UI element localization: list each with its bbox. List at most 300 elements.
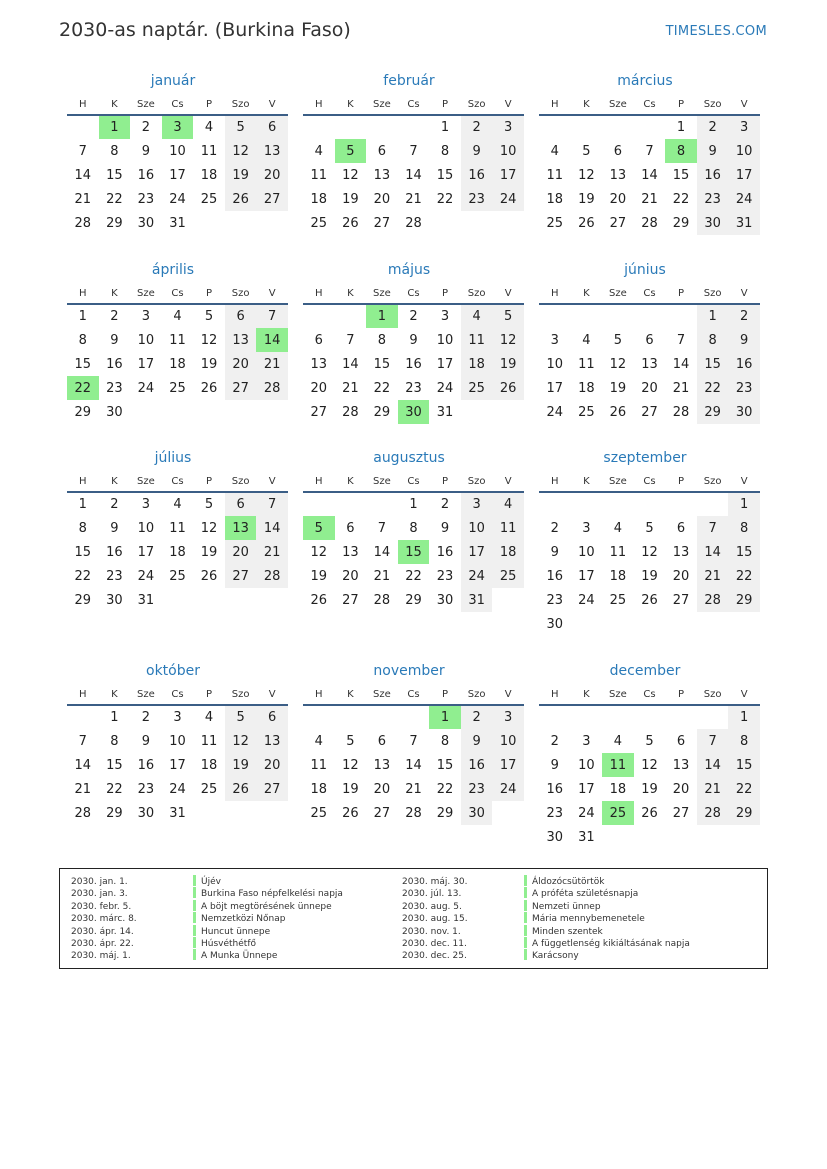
day-cell: 16 [106, 356, 123, 372]
weekday-header: Szo [697, 95, 729, 115]
weekday-header: K [335, 284, 367, 304]
weekday-header: Sze [130, 685, 162, 705]
empty-cell [366, 492, 398, 516]
day-cell: 14 [256, 516, 288, 540]
holiday-row [402, 875, 690, 887]
weekday-header: P [429, 685, 461, 705]
day-cell: 25 [169, 568, 186, 584]
day-cell: 24 [578, 805, 595, 821]
day-cell: 27 [256, 187, 288, 211]
month-grid [67, 472, 288, 612]
day-cell: 22 [436, 781, 454, 797]
month-name: augusztus [373, 450, 445, 466]
empty-cell [335, 304, 367, 328]
day-cell: 8 [440, 733, 450, 749]
holiday-name: A Munka Ünnepe [201, 951, 278, 962]
holiday-name: Nemzetközi Nőnap [201, 914, 286, 925]
month-2 [298, 73, 520, 235]
day-cell: 9 [141, 733, 151, 749]
weekday-header: V [728, 685, 760, 705]
holiday-marker [524, 900, 527, 911]
day-cell: 28 [697, 801, 729, 825]
weekday-header: V [492, 284, 524, 304]
day-cell: 8 [409, 520, 418, 536]
day-cell: 28 [74, 215, 92, 231]
day-cell: 12 [225, 729, 257, 753]
weekday-header: Szo [225, 95, 257, 115]
day-cell: 10 [492, 139, 524, 163]
day-cell: 27 [310, 404, 328, 420]
day-cell: 24 [137, 568, 155, 584]
day-cell: 24 [492, 187, 524, 211]
holiday-row [71, 887, 343, 899]
day-cell: 11 [492, 516, 524, 540]
day-cell: 27 [672, 592, 690, 608]
day-cell: 7 [409, 733, 418, 749]
weekday-header: Cs [634, 685, 666, 705]
day-cell: 22 [373, 380, 391, 396]
day-cell: 21 [405, 191, 422, 207]
day-cell: 1 [440, 120, 450, 135]
day-cell: 21 [405, 781, 422, 797]
weekday-header: K [99, 284, 131, 304]
empty-cell [728, 612, 760, 636]
day-cell: 15 [106, 167, 123, 183]
day-cell: 8 [78, 520, 87, 536]
day-cell: 21 [256, 352, 288, 376]
weekday-header: V [256, 284, 288, 304]
day-cell: 31 [461, 588, 493, 612]
holiday-name: A próféta születésnapja [532, 889, 639, 900]
day-cell: 29 [106, 805, 123, 821]
day-cell: 24 [461, 564, 493, 588]
day-cell: 19 [609, 380, 627, 396]
day-cell: 19 [225, 753, 257, 777]
day-cell: 10 [546, 356, 564, 372]
day-cell: 3 [728, 115, 760, 139]
empty-cell [634, 304, 666, 328]
day-cell: 8 [440, 143, 450, 159]
day-cell: 10 [169, 143, 186, 159]
day-cell: 4 [173, 497, 182, 512]
empty-cell [571, 705, 603, 729]
day-cell: 16 [461, 753, 493, 777]
holiday-marker [193, 912, 196, 923]
day-cell: 15 [74, 356, 92, 372]
empty-cell [665, 304, 697, 328]
day-cell: 10 [728, 139, 760, 163]
day-cell: 13 [672, 757, 690, 773]
weekday-header: P [665, 685, 697, 705]
weekday-header: H [539, 685, 571, 705]
weekday-header: Cs [162, 284, 194, 304]
day-cell: 14 [641, 167, 658, 183]
holiday-date: 2030. ápr. 22. [71, 938, 134, 949]
empty-cell [162, 588, 194, 612]
holiday-date: 2030. máj. 30. [402, 877, 468, 887]
day-cell: 27 [342, 592, 359, 608]
day-cell: 26 [225, 187, 257, 211]
day-cell: 27 [672, 805, 690, 821]
holiday-date: 2030. jan. 1. [71, 877, 128, 887]
day-cell: 25 [169, 380, 186, 396]
day-cell: 3 [173, 710, 182, 725]
day-cell: 18 [546, 191, 564, 207]
weekday-header: V [256, 95, 288, 115]
day-cell: 24 [436, 380, 454, 396]
holiday-row [71, 875, 343, 887]
day-cell: 14 [697, 540, 729, 564]
day-cell: 20 [256, 753, 288, 777]
holiday-name: A függetlenség kikiáltásának napja [532, 938, 690, 949]
day-cell: 18 [461, 352, 493, 376]
day-cell: 25 [310, 805, 328, 821]
day-cell: 28 [697, 588, 729, 612]
empty-cell [665, 705, 697, 729]
day-cell: 7 [697, 516, 729, 540]
weekday-header: P [193, 95, 225, 115]
day-cell: 19 [200, 544, 218, 560]
day-cell: 5 [346, 733, 355, 749]
empty-cell [162, 400, 194, 424]
day-cell: 26 [342, 805, 359, 821]
day-cell: 31 [728, 211, 760, 235]
empty-cell [225, 400, 257, 424]
holiday-name: Huncut ünnepe [201, 926, 271, 937]
empty-cell [602, 304, 634, 328]
day-cell: 7 [377, 520, 387, 536]
day-cell: 10 [137, 332, 155, 348]
empty-cell [398, 115, 430, 139]
day-cell: 3 [141, 309, 151, 324]
day-cell: 20 [225, 540, 257, 564]
day-cell: 26 [492, 376, 524, 400]
weekday-header: Szo [225, 472, 257, 492]
day-cell: 6 [346, 520, 355, 536]
day-cell: 16 [405, 356, 422, 372]
day-cell: 9 [550, 757, 559, 773]
day-cell: 27 [373, 215, 391, 231]
month-grid [539, 472, 760, 636]
day-cell: 16 [697, 163, 729, 187]
holiday-row [402, 887, 690, 899]
day-cell: 8 [78, 332, 87, 348]
day-cell: 25 [609, 592, 627, 608]
weekday-header: Sze [366, 95, 398, 115]
weekday-header: P [429, 95, 461, 115]
day-cell: 4 [314, 143, 323, 159]
day-cell: 2 [141, 710, 151, 725]
day-cell: 13 [256, 139, 288, 163]
day-cell: 25 [310, 215, 328, 231]
weekday-header: P [665, 284, 697, 304]
day-cell: 17 [492, 163, 524, 187]
weekday-header: P [429, 284, 461, 304]
weekday-header: P [193, 472, 225, 492]
day-cell: 31 [578, 829, 595, 845]
empty-cell [539, 115, 571, 139]
day-cell: 16 [546, 568, 564, 584]
day-cell: 2 [550, 733, 559, 749]
day-cell: 9 [461, 729, 493, 753]
day-cell: 27 [225, 376, 257, 400]
day-cell: 29 [728, 801, 760, 825]
day-cell: 11 [310, 757, 328, 773]
day-cell: 30 [728, 400, 760, 424]
day-cell: 23 [405, 380, 422, 396]
holiday-column-left [71, 875, 343, 962]
day-cell: 12 [342, 757, 359, 773]
month-name: február [383, 73, 435, 89]
holiday-marker [524, 949, 527, 960]
empty-cell [697, 492, 729, 516]
weekday-header: K [99, 95, 131, 115]
empty-cell [571, 304, 603, 328]
day-cell: 9 [461, 139, 493, 163]
holiday-row [71, 937, 343, 949]
empty-cell [492, 400, 524, 424]
day-cell: 13 [641, 356, 658, 372]
empty-cell [366, 705, 398, 729]
day-cell: 1 [78, 309, 87, 324]
day-cell: 25 [492, 564, 524, 588]
weekday-header: K [571, 284, 603, 304]
day-cell: 11 [310, 167, 328, 183]
empty-cell [225, 588, 257, 612]
weekday-header: Sze [602, 95, 634, 115]
day-cell: 24 [137, 380, 155, 396]
day-cell: 12 [641, 757, 658, 773]
empty-cell [225, 211, 257, 235]
weekday-header: Sze [602, 685, 634, 705]
holiday-marker [524, 912, 527, 923]
day-cell: 22 [697, 376, 729, 400]
day-cell: 1 [728, 492, 760, 516]
day-cell: 26 [200, 380, 218, 396]
empty-cell [539, 705, 571, 729]
day-cell: 16 [137, 757, 155, 773]
month-name: július [154, 450, 192, 466]
day-cell: 19 [342, 781, 359, 797]
month-name: március [617, 73, 673, 89]
day-cell: 2 [461, 115, 493, 139]
day-cell: 30 [546, 616, 564, 632]
day-cell: 27 [256, 777, 288, 801]
day-cell: 4 [173, 309, 182, 324]
day-cell: 5 [204, 497, 214, 512]
empty-cell [256, 801, 288, 825]
holiday-day: 5 [335, 139, 367, 163]
day-cell: 26 [310, 592, 328, 608]
weekday-header: K [571, 685, 603, 705]
day-cell: 14 [405, 757, 422, 773]
empty-cell [539, 492, 571, 516]
month-7 [62, 450, 284, 612]
day-cell: 9 [440, 520, 450, 536]
weekday-header: V [256, 472, 288, 492]
day-cell: 26 [641, 805, 658, 821]
holiday-date: 2030. aug. 5. [402, 901, 462, 912]
holiday-name: Burkina Faso népfelkelési napja [201, 889, 343, 900]
month-grid [303, 472, 524, 612]
day-cell: 28 [672, 404, 690, 420]
day-cell: 22 [728, 564, 760, 588]
weekday-header: H [539, 472, 571, 492]
holiday-marker [524, 875, 527, 886]
day-cell: 17 [578, 568, 595, 584]
holiday-marker [193, 937, 196, 948]
day-cell: 19 [200, 356, 218, 372]
holiday-day: 1 [99, 115, 131, 139]
empty-cell [665, 492, 697, 516]
weekday-header: K [99, 472, 131, 492]
day-cell: 25 [578, 404, 595, 420]
weekday-header: Cs [634, 472, 666, 492]
day-cell: 16 [436, 544, 454, 560]
empty-cell [697, 612, 729, 636]
day-cell: 30 [436, 592, 454, 608]
day-cell: 15 [672, 167, 690, 183]
day-cell: 7 [256, 304, 288, 328]
holiday-date: 2030. máj. 1. [71, 951, 131, 962]
day-cell: 30 [697, 211, 729, 235]
day-cell: 22 [106, 191, 123, 207]
day-cell: 31 [137, 592, 155, 608]
day-cell: 30 [461, 801, 493, 825]
weekday-header: Cs [162, 472, 194, 492]
day-cell: 8 [728, 516, 760, 540]
day-cell: 26 [641, 592, 658, 608]
day-cell: 26 [342, 215, 359, 231]
day-cell: 10 [578, 544, 595, 560]
empty-cell [193, 801, 225, 825]
day-cell: 14 [342, 356, 359, 372]
day-cell: 17 [137, 544, 155, 560]
month-12 [534, 663, 756, 849]
day-cell: 18 [200, 757, 218, 773]
day-cell: 3 [550, 332, 559, 348]
month-11 [298, 663, 520, 825]
day-cell: 15 [106, 757, 123, 773]
day-cell: 6 [225, 304, 257, 328]
day-cell: 20 [609, 191, 627, 207]
day-cell: 31 [436, 404, 454, 420]
day-cell: 20 [373, 191, 391, 207]
day-cell: 20 [641, 380, 658, 396]
day-cell: 22 [74, 568, 92, 584]
holiday-row [402, 925, 690, 937]
day-cell: 4 [613, 520, 623, 536]
day-cell: 5 [645, 520, 654, 536]
day-cell: 8 [728, 729, 760, 753]
day-cell: 28 [405, 805, 422, 821]
day-cell: 17 [492, 753, 524, 777]
holiday-marker [524, 925, 527, 936]
brand-logo[interactable]: TIMESLES.COM [665, 24, 767, 39]
day-cell: 4 [492, 492, 524, 516]
day-cell: 27 [641, 404, 658, 420]
month-grid [67, 685, 288, 825]
day-cell: 5 [204, 309, 214, 324]
day-cell: 15 [74, 544, 92, 560]
empty-cell [461, 211, 493, 235]
weekday-header: K [99, 685, 131, 705]
day-cell: 20 [342, 568, 359, 584]
day-cell: 23 [461, 777, 493, 801]
day-cell: 15 [697, 352, 729, 376]
weekday-header: V [728, 284, 760, 304]
day-cell: 13 [342, 544, 359, 560]
weekday-header: Szo [225, 284, 257, 304]
day-cell: 10 [137, 520, 155, 536]
weekday-header: Cs [398, 685, 430, 705]
day-cell: 3 [492, 115, 524, 139]
empty-cell [492, 211, 524, 235]
day-cell: 23 [436, 568, 454, 584]
day-cell: 7 [256, 492, 288, 516]
day-cell: 19 [492, 352, 524, 376]
day-cell: 8 [697, 328, 729, 352]
day-cell: 1 [78, 497, 87, 512]
month-name: április [151, 262, 195, 278]
day-cell: 18 [578, 380, 595, 396]
day-cell: 4 [461, 304, 493, 328]
empty-cell [429, 211, 461, 235]
day-cell: 7 [346, 332, 355, 348]
weekday-header: P [193, 284, 225, 304]
day-cell: 11 [461, 328, 493, 352]
day-cell: 24 [169, 191, 186, 207]
day-cell: 5 [225, 115, 257, 139]
weekday-header: Cs [634, 95, 666, 115]
empty-cell [697, 705, 729, 729]
day-cell: 26 [225, 777, 257, 801]
day-cell: 19 [641, 568, 658, 584]
holiday-date: 2030. jan. 3. [71, 889, 128, 900]
empty-cell [398, 705, 430, 729]
day-cell: 6 [314, 332, 323, 348]
weekday-header: H [303, 284, 335, 304]
empty-cell [634, 705, 666, 729]
empty-cell [256, 211, 288, 235]
weekday-header: Cs [398, 472, 430, 492]
holiday-day: 1 [366, 304, 398, 328]
day-cell: 7 [676, 332, 686, 348]
empty-cell [539, 304, 571, 328]
day-cell: 14 [672, 356, 690, 372]
day-cell: 7 [78, 733, 87, 749]
holiday-day: 8 [665, 139, 697, 163]
day-cell: 8 [110, 733, 119, 749]
day-cell: 20 [672, 781, 690, 797]
empty-cell [634, 612, 666, 636]
day-cell: 29 [106, 215, 123, 231]
holiday-row [402, 949, 690, 961]
day-cell: 13 [373, 757, 391, 773]
day-cell: 28 [256, 376, 288, 400]
day-cell: 14 [405, 167, 422, 183]
day-cell: 23 [106, 380, 123, 396]
empty-cell [665, 825, 697, 849]
day-cell: 2 [141, 120, 151, 135]
day-cell: 18 [310, 191, 328, 207]
day-cell: 29 [405, 592, 422, 608]
holiday-row [402, 912, 690, 924]
day-cell: 4 [204, 710, 214, 725]
day-cell: 6 [676, 733, 686, 749]
day-cell: 15 [373, 356, 391, 372]
weekday-header: Cs [162, 95, 194, 115]
